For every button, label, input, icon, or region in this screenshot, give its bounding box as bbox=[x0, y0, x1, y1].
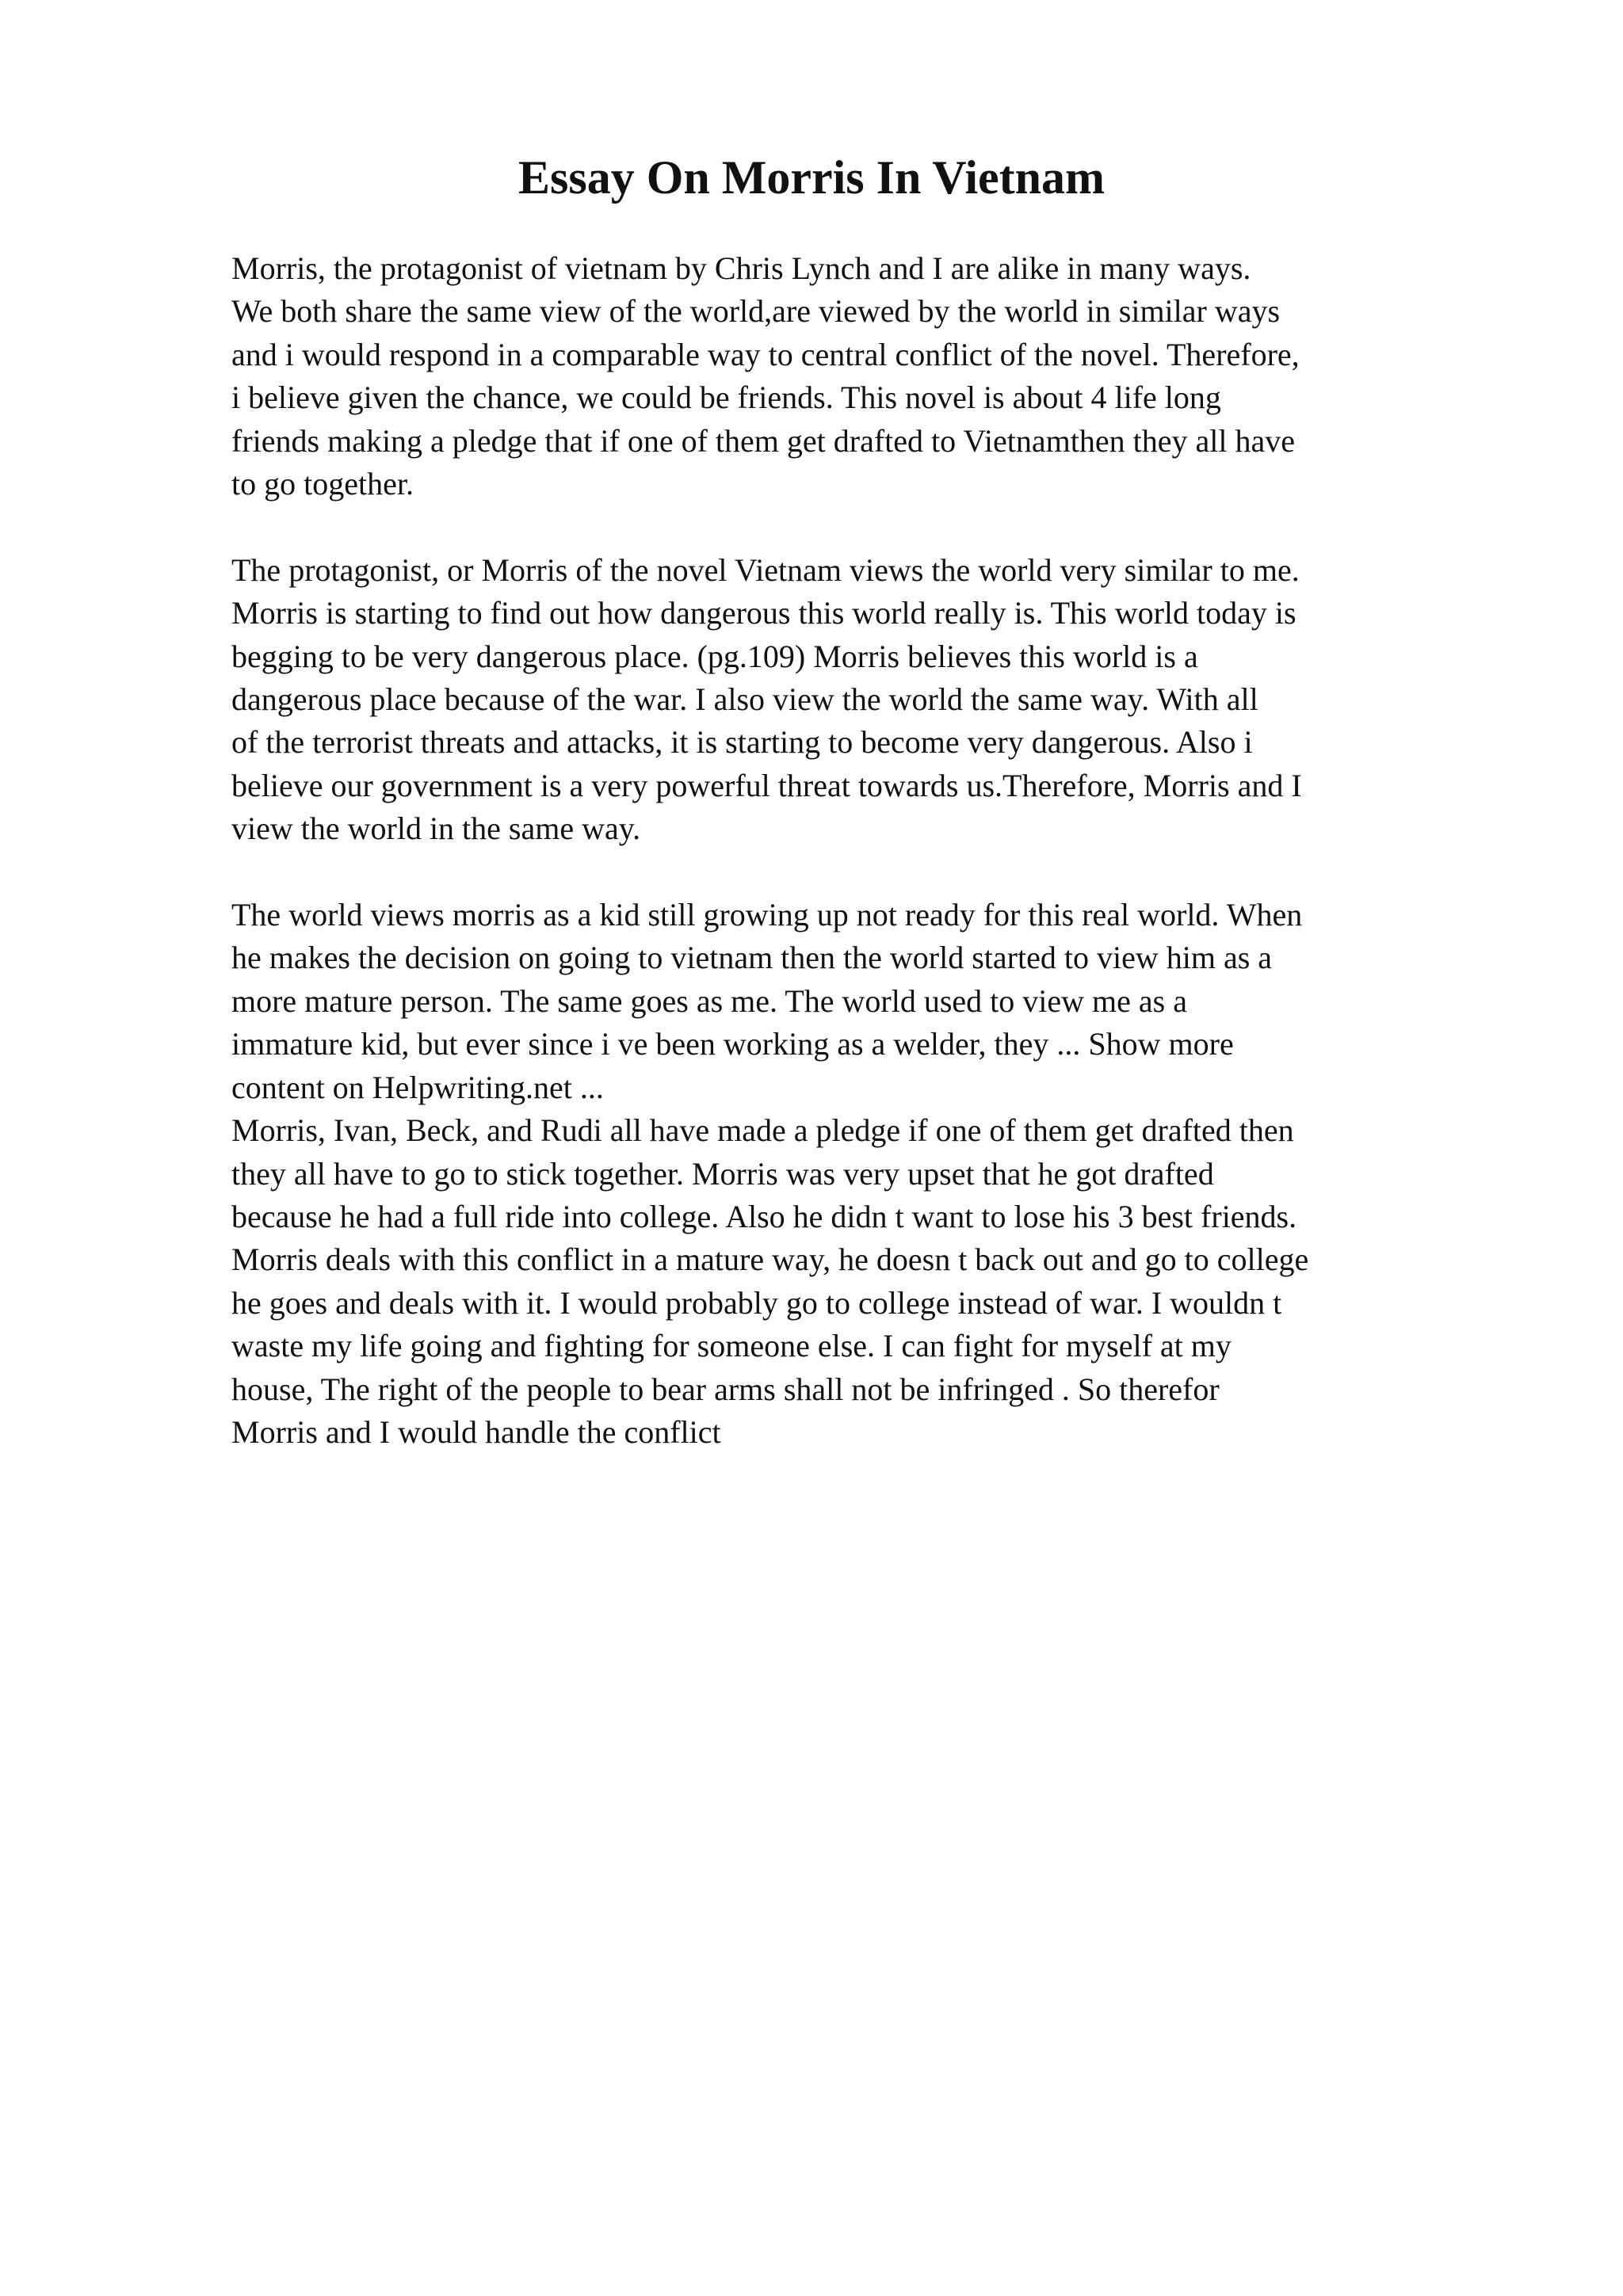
text-line: begging to be very dangerous place. (pg.109) Morris believes this world is a bbox=[231, 638, 1198, 674]
paragraph-spacer bbox=[231, 851, 1515, 894]
paragraph-viewed-by-world bbox=[231, 894, 1515, 1109]
text-line: content on Helpwriting.net ... bbox=[231, 1069, 604, 1105]
text-line: he makes the decision on going to vietnam then the world started to view him as a bbox=[231, 940, 1273, 976]
paragraph-conflict bbox=[231, 1109, 1515, 1454]
text-line: The protagonist, or Morris of the novel Vietnam views the world very similar to me. bbox=[231, 551, 1300, 588]
text-line: more mature person. The same goes as me. The world used to view me as a bbox=[231, 982, 1187, 1019]
text-line: i believe given the chance, we could be friends. This novel is about 4 life long bbox=[231, 379, 1221, 416]
text-line: because he had a full ride into college. Also he didn t want to lose his 3 best friends. bbox=[231, 1198, 1297, 1234]
text-line: to go together. bbox=[231, 466, 414, 502]
text-line: Morris deals with this conflict in a mature way, he doesn t back out and go to college bbox=[231, 1241, 1309, 1278]
text-line: they all have to go to stick together. Morris was very upset that he got drafted bbox=[231, 1155, 1214, 1192]
text-line: view the world in the same way. bbox=[231, 810, 641, 847]
text-line: he goes and deals with it. I would probably go to college instead of war. I wouldn t bbox=[231, 1284, 1282, 1321]
text-line: The world views morris as a kid still growing up not ready for this real world. When bbox=[231, 897, 1303, 933]
text-line: friends making a pledge that if one of them get drafted to Vietnamthen they all have bbox=[231, 422, 1295, 459]
essay-body bbox=[231, 247, 1515, 1454]
text-line: dangerous place because of the war. I also view the world the same way. With all bbox=[231, 681, 1258, 718]
text-line: waste my life going and fighting for someone else. I can fight for myself at my bbox=[231, 1328, 1232, 1364]
text-line: immature kid, but ever since i ve been working as a welder, they ... Show more bbox=[231, 1026, 1234, 1062]
text-line: We both share the same view of the world,are viewed by the world in similar ways bbox=[231, 293, 1281, 330]
text-line: Morris and I would handle the conflict bbox=[231, 1413, 721, 1450]
paragraph-world-view bbox=[231, 549, 1515, 851]
text-line: Morris is starting to find out how dangerous this world really is. This world today is bbox=[231, 595, 1296, 631]
text-line: house, The right of the people to bear arms shall not be infringed . So therefor bbox=[231, 1371, 1220, 1407]
paragraph-spacer bbox=[231, 505, 1515, 548]
text-line: of the terrorist threats and attacks, it is starting to become very dangerous. Also i bbox=[231, 724, 1253, 761]
text-line: Morris, Ivan, Beck, and Rudi all have made a pledge if one of them get drafted then bbox=[231, 1112, 1294, 1149]
text-line: Morris, the protagonist of vietnam by Chris Lynch and I are alike in many ways. bbox=[231, 250, 1251, 286]
text-line: and i would respond in a comparable way to central conflict of the novel. Therefore, bbox=[231, 336, 1300, 372]
paragraph-intro bbox=[231, 247, 1515, 505]
text-line: believe our government is a very powerful threat towards us.Therefore, Morris and I bbox=[231, 767, 1302, 803]
essay-title: Essay On Morris In Vietnam bbox=[517, 151, 1106, 204]
